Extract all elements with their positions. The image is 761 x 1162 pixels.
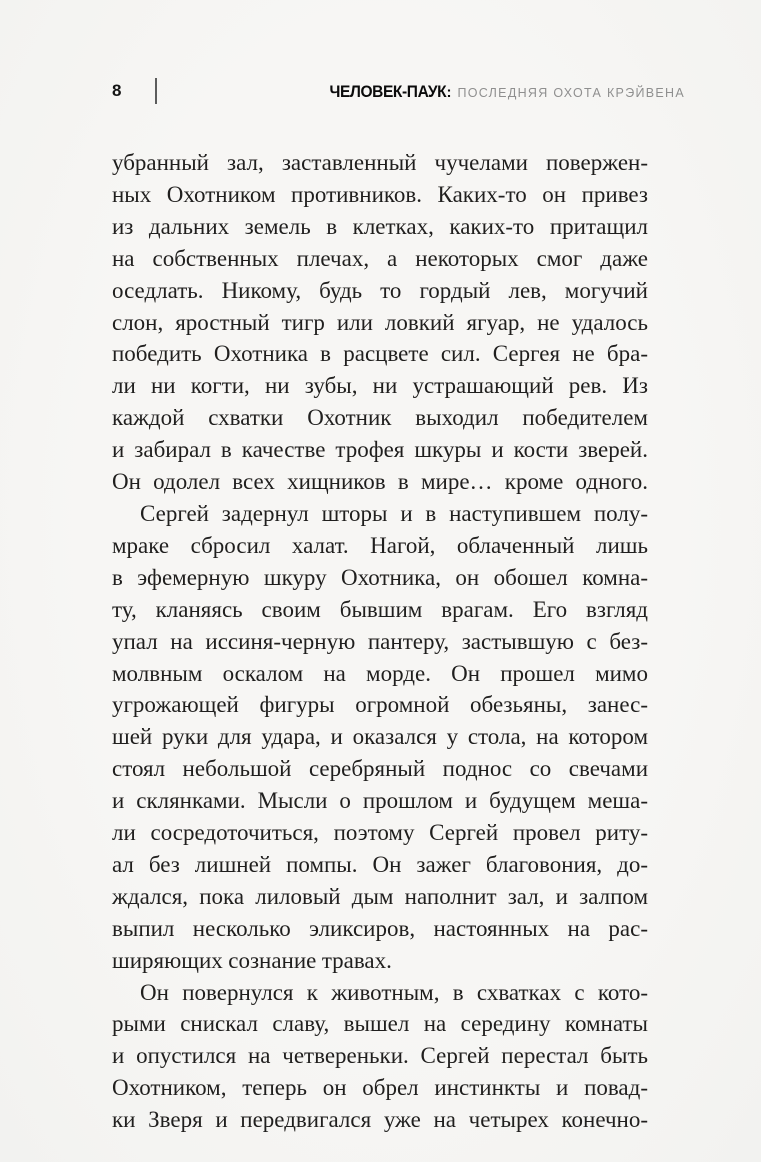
text-line: рыми снискал славу, вышел на середину комнаты [112, 1011, 648, 1037]
page-text [112, 147, 648, 1136]
text-line: ширяющих сознание травах. [112, 947, 392, 973]
book-title-subtitle: ПОСЛЕДНЯЯ ОХОТА КРЭЙВЕНА [457, 86, 685, 100]
text-line: победить Охотника в расцвете сил. Сергея не бра- [112, 341, 648, 367]
text-line: оседлать. Никому, будь то гордый лев, могучий [112, 277, 648, 303]
text-line: упал на иссиня-черную пантеру, застывшую с без- [112, 628, 648, 654]
book-title [0, 83, 685, 102]
text-line: каждой схватки Охотник выходил победителем [112, 405, 648, 431]
running-header [0, 0, 761, 120]
text-line: ждался, пока лиловый дым наполнит зал, и залпом [112, 883, 648, 909]
text-line: из дальних земель в клетках, каких-то притащил [112, 213, 648, 239]
text-line: Сергей задернул шторы и в наступившем полу- [140, 500, 648, 526]
text-line: выпил несколько эликсиров, настоянных на рас- [112, 915, 648, 941]
text-line: шей руки для удара, и оказался у стола, на котором [112, 724, 648, 750]
text-line: ли ни когти, ни зубы, ни устрашающий рев. Из [112, 373, 648, 399]
text-line: ли сосредоточиться, поэтому Сергей провел риту- [112, 820, 648, 846]
text-line: ки Зверя и передвигался уже на четырех конечно- [112, 1107, 648, 1133]
text-line: и забирал в качестве трофея шкуры и кости зверей. [112, 437, 648, 463]
text-line: и склянками. Мысли о прошлом и будущем меша- [112, 788, 648, 814]
text-line: ал без лишней помпы. Он зажег благовония, до- [112, 851, 648, 877]
page-number: 8 [112, 81, 122, 100]
text-line: в эфемерную шкуру Охотника, он обошел комна- [112, 564, 648, 590]
text-line: ных Охотником противников. Каких-то он привез [112, 181, 648, 207]
text-line: угрожающей фигуры огромной обезьяны, занес- [112, 692, 648, 718]
text-line: Он повернулся к животным, в схватках с кото- [140, 979, 648, 1005]
text-line: ту, кланяясь своим бывшим врагам. Его взгляд [112, 596, 648, 622]
text-line: мраке сбросил халат. Нагой, облаченный лишь [112, 532, 648, 558]
text-line: стоял небольшой серебряный поднос со свечами [112, 756, 648, 782]
text-line: и опустился на четвереньки. Сергей перестал быть [112, 1043, 648, 1069]
text-line: молвным оскалом на морде. Он прошел мимо [112, 660, 648, 686]
text-line: Охотником, теперь он обрел инстинкты и повад- [112, 1075, 648, 1101]
text-line: на собственных плечах, а некоторых смог даже [112, 245, 648, 271]
text-line: слон, яростный тигр или ловкий ягуар, не удалось [112, 309, 648, 335]
book-title-main: ЧЕЛОВЕК-ПАУК [329, 83, 447, 101]
text-line: убранный зал, заставленный чучелами повержен- [112, 150, 648, 175]
book-title-separator: : [446, 84, 452, 101]
text-line: Он одолел всех хищников в мире… кроме одного. [112, 469, 648, 495]
